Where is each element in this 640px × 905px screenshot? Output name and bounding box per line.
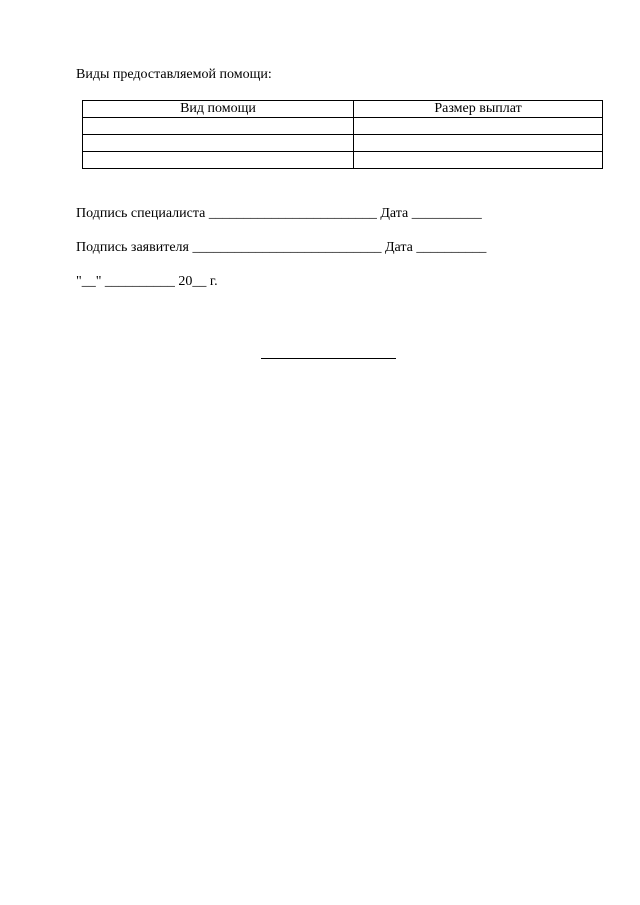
applicant-signature-line: Подпись заявителя ___________________________ Дата __________ [76, 240, 487, 255]
table-cell[interactable] [83, 118, 354, 135]
table-cell[interactable] [354, 152, 603, 169]
table-cell[interactable] [83, 152, 354, 169]
section-heading: Виды предоставляемой помощи: [76, 67, 272, 82]
specialist-signature-line: Подпись специалиста ________________________ Дата __________ [76, 206, 482, 221]
table-row [83, 152, 603, 169]
table-cell[interactable] [354, 135, 603, 152]
end-separator-line [261, 358, 396, 359]
table-cell[interactable] [354, 118, 603, 135]
table-header-row [83, 101, 603, 118]
aid-types-table [82, 100, 603, 169]
table-cell[interactable] [83, 135, 354, 152]
document-date-line: "__" __________ 20__ г. [76, 274, 218, 289]
column-header-payment-amount: Размер выплат [354, 101, 603, 118]
table-row [83, 118, 603, 135]
column-header-aid-type: Вид помощи [83, 101, 354, 118]
table-row [83, 135, 603, 152]
